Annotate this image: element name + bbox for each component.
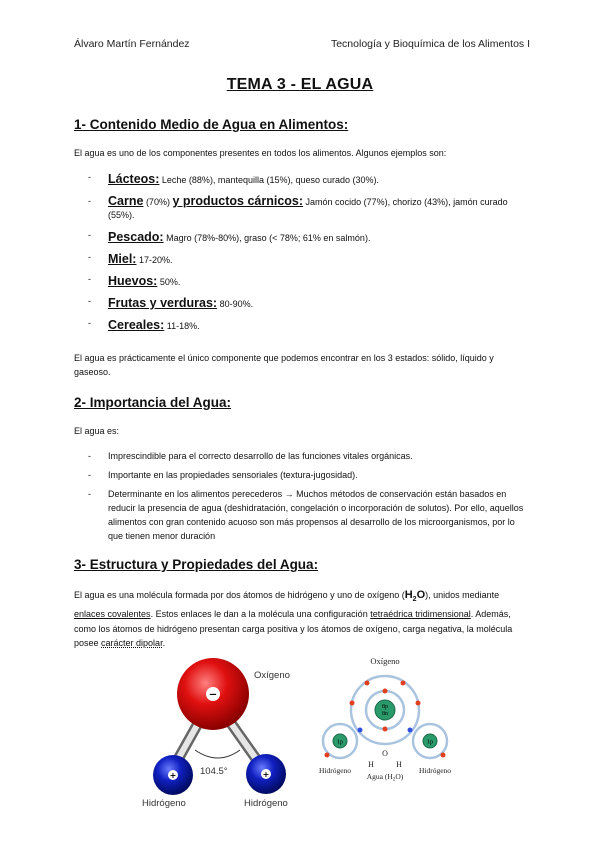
food-item-miel (88, 252, 528, 274)
bohr-h-right-letter: H (396, 760, 402, 769)
oxygen-charge-sign: − (208, 689, 218, 701)
electron (383, 689, 388, 694)
food-detail: Jamón cocido (77%), chorizo (43%), jamón curado (55%). (108, 197, 508, 220)
formula-sub: 2 (412, 595, 417, 603)
food-list (88, 172, 528, 340)
bohr-caption (367, 772, 404, 783)
food-item-carne (88, 195, 528, 230)
food-detail: 17-20%. (136, 255, 173, 265)
electron-shared (358, 728, 363, 733)
section1-heading: 1- Contenido Medio de Agua en Alimentos: (74, 117, 349, 132)
food-detail: 50%. (157, 277, 181, 287)
text-run: ), unidos mediante (425, 590, 500, 600)
text-run: . Estos enlaces le dan a la molécula una configuración (150, 609, 371, 620)
electron (365, 681, 370, 686)
food-term: Carne (108, 194, 144, 208)
oxygen-protons: 8p (382, 704, 388, 710)
importance-item: - Importante en las propiedades sensoriales (textura-jugosidad). (88, 468, 528, 482)
caption-start: Agua (H (366, 772, 393, 781)
food-item-frutas (88, 296, 528, 318)
caption-end: O) (395, 772, 404, 781)
food-detail: Leche (88%), mantequilla (15%), queso curado (30%). (159, 175, 380, 185)
term-caracter-dipolar: carácter dipolar (101, 638, 163, 649)
header-course: Tecnología y Bioquímica de los Alimentos I (330, 38, 530, 50)
text-run: El agua es una molécula formada por dos átomos de hidrógeno y uno de oxígeno ( (74, 590, 405, 600)
hydrogen-right-protons: 1p (427, 739, 433, 746)
importance-item: - Determinante en los alimentos perecederos → Muchos métodos de conservación están basados en reducir la presencia de agua (deshidratación, congelación o incorporación de solutos). Por ello, aquellos alimentos con gran contenido acuoso son más propensos al desarrollo de los microorganismos, por lo que tienen menor duración (88, 487, 528, 543)
term-tetraedrica: tetraédrica tridimensional (370, 609, 471, 620)
section1-closing: El agua es prácticamente el único componente que podemos encontrar en los 3 estados: sólido, líquido y gaseoso. (74, 353, 494, 377)
food-term: Huevos: (108, 274, 158, 288)
hydrogen-left-protons: 1p (337, 739, 343, 746)
angle-label: 104.5° (200, 766, 228, 777)
section3-heading: 3- Estructura y Propiedades del Agua: (74, 557, 319, 572)
food-term: Miel: (108, 252, 137, 266)
electron (401, 681, 406, 686)
bohr-h-left-letter: H (368, 760, 374, 769)
text-run: . (162, 638, 166, 649)
food-term: Pescado: (108, 230, 164, 244)
electron-shared (408, 728, 413, 733)
oxygen-label: Oxígeno (254, 670, 290, 681)
formula-o: O (416, 589, 426, 601)
food-detail: 80-90%. (217, 299, 254, 309)
oxygen-nucleus (375, 700, 395, 720)
text-run: . Además, como los átomos de hidrógeno presentan carga positiva y los átomos de oxígeno, carga negativa, la molécula posee (74, 609, 513, 649)
food-detail: 11-18%. (164, 321, 200, 331)
water-molecule-bohr-model (315, 655, 475, 805)
oxygen-neutrons: 8n (382, 711, 388, 717)
electron (350, 701, 355, 706)
hydrogen-left-label: Hidrógeno (142, 798, 186, 809)
section2-heading: 2- Importancia del Agua: (74, 395, 232, 410)
bohr-oxygen-label: Oxígeno (370, 656, 400, 666)
food-detail: Magro (78%-80%), graso (< 78%; 61% en salmón). (163, 233, 371, 243)
importance-item: - Imprescindible para el correcto desarrollo de las funciones vitales orgánicas. (88, 449, 528, 463)
electron (416, 701, 421, 706)
food-term: Lácteos: (108, 172, 160, 186)
bohr-o-letter: O (382, 749, 388, 758)
water-molecule-ball-stick (140, 650, 320, 810)
hydrogen-right-charge-sign: + (262, 770, 270, 779)
food-term-2: y productos cárnicos: (172, 194, 304, 208)
food-term: Cereales: (108, 318, 165, 332)
caption-sub: 2 (392, 777, 396, 783)
electron (325, 753, 330, 758)
electron (383, 727, 388, 732)
document-title: TEMA 3 - EL AGUA (226, 76, 374, 93)
section3-paragraph (74, 588, 529, 651)
header-author: Álvaro Martín Fernández (74, 38, 190, 50)
food-item-pescado (88, 230, 528, 252)
formula-h: H (404, 589, 413, 601)
bohr-hydrogen-right-label: Hidrógeno (418, 766, 452, 775)
hydrogen-right-label: Hidrógeno (244, 798, 288, 809)
food-term: Frutas y verduras: (108, 296, 218, 310)
food-item-lacteos (88, 172, 528, 195)
importance-list (88, 449, 528, 543)
angle-arc (195, 750, 240, 758)
term-enlaces-covalentes: enlaces covalentes (74, 609, 151, 620)
section2-intro: El agua es: (74, 426, 120, 436)
section1-intro: El agua es uno de los componentes presentes en todos los alimentos. Algunos ejemplos son: (74, 148, 447, 158)
bohr-hydrogen-left-label: Hidrógeno (318, 766, 352, 775)
food-pre: (70%) (143, 197, 173, 207)
food-item-cereales (88, 318, 528, 340)
food-item-huevos (88, 274, 528, 296)
hydrogen-left-charge-sign: + (169, 771, 177, 780)
electron (441, 753, 446, 758)
